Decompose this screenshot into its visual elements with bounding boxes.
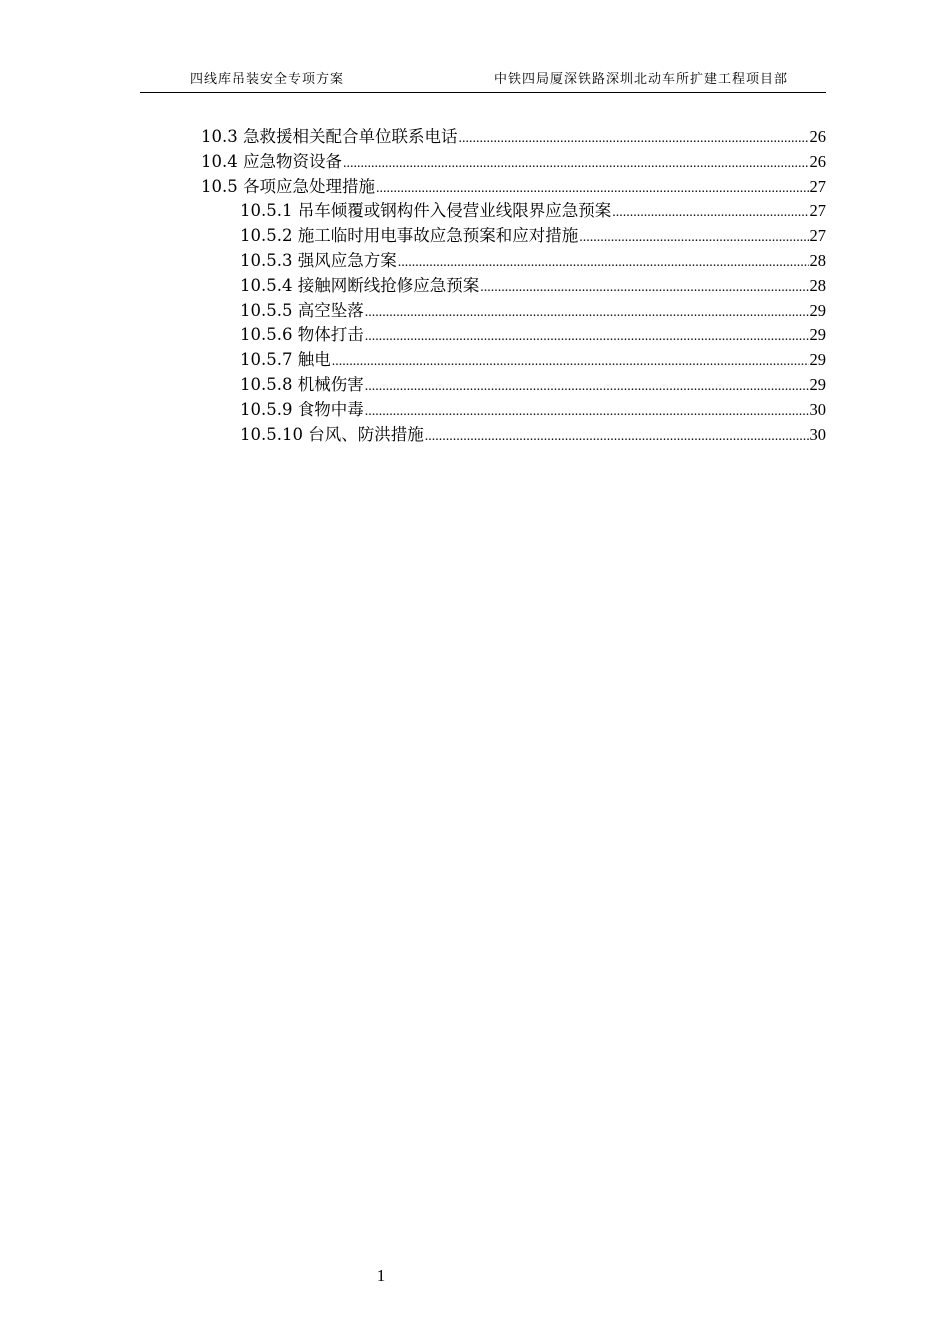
toc-entry-page: 27 (809, 201, 826, 221)
toc-entry[interactable] (140, 323, 826, 348)
toc-dot-leader (458, 127, 808, 152)
toc-entry-page: 27 (809, 226, 826, 246)
toc-entry-title: 10.5.1 吊车倾覆或钢构件入侵营业线限界应急预案 (240, 201, 612, 221)
toc-dot-leader (365, 375, 809, 400)
toc-entry[interactable] (140, 398, 826, 423)
toc-entry-title: 10.5.7 触电 (240, 350, 331, 370)
toc-entry-title: 10.5.2 施工临时用电事故应急预案和应对措施 (240, 226, 579, 246)
toc-entry-page: 29 (809, 350, 826, 370)
toc-entry-page: 29 (809, 325, 826, 345)
toc-dot-leader (365, 400, 809, 425)
toc-entry[interactable] (140, 274, 826, 299)
toc-entry[interactable] (140, 249, 826, 274)
toc-dot-leader (480, 276, 808, 301)
toc-entry[interactable] (140, 348, 826, 373)
header-document-title: 四线库吊装安全专项方案 (190, 72, 345, 87)
toc-dot-leader (398, 251, 809, 276)
toc-entry-page: 29 (809, 374, 826, 394)
toc-dot-leader (579, 226, 808, 251)
toc-entry-title: 10.3 急救援相关配合单位联系电话 (201, 127, 458, 146)
toc-entry-page: 28 (809, 275, 826, 295)
toc-entry-title: 10.5.3 强风应急方案 (240, 250, 397, 270)
toc-entry[interactable] (140, 125, 826, 150)
toc-dot-leader (425, 425, 809, 450)
toc-entry-page: 26 (809, 127, 826, 146)
toc-entry-page: 30 (809, 399, 826, 419)
toc-entry-page: 26 (809, 151, 826, 171)
toc-entry-title: 10.5.8 机械伤害 (240, 374, 364, 394)
toc-entry[interactable] (140, 150, 826, 175)
toc-entry-title: 10.5.4 接触网断线抢修应急预案 (240, 275, 480, 295)
toc-entry[interactable] (140, 373, 826, 398)
toc-entry-page: 30 (809, 424, 826, 444)
toc-dot-leader (376, 177, 809, 202)
header-organization: 中铁四局厦深铁路深圳北动车所扩建工程项目部 (493, 72, 788, 87)
toc-entry[interactable] (140, 423, 826, 448)
toc-entry-title: 10.5.5 高空坠落 (240, 300, 364, 320)
toc-entry-title: 10.4 应急物资设备 (201, 151, 342, 171)
toc-dot-leader (343, 152, 809, 177)
toc-entry-title: 10.5.9 食物中毒 (240, 399, 364, 419)
toc-entry-page: 28 (809, 250, 826, 270)
toc-entry-page: 29 (809, 300, 826, 320)
toc-dot-leader (612, 201, 808, 226)
toc-entry[interactable] (140, 299, 826, 324)
toc-entry-title: 10.5 各项应急处理措施 (201, 176, 375, 196)
toc-entry[interactable] (140, 199, 826, 224)
toc-entry-page: 27 (809, 176, 826, 196)
page-number: 1 (376, 1266, 386, 1285)
toc-dot-leader (332, 350, 809, 375)
page-header (140, 66, 826, 93)
toc-entry[interactable] (140, 175, 826, 200)
toc-entry-title: 10.5.10 台风、防洪措施 (240, 424, 424, 444)
toc-dot-leader (365, 325, 809, 350)
table-of-contents (140, 125, 826, 447)
toc-entry-title: 10.5.6 物体打击 (240, 325, 364, 345)
toc-dot-leader (365, 301, 809, 326)
toc-entry[interactable] (140, 224, 826, 249)
